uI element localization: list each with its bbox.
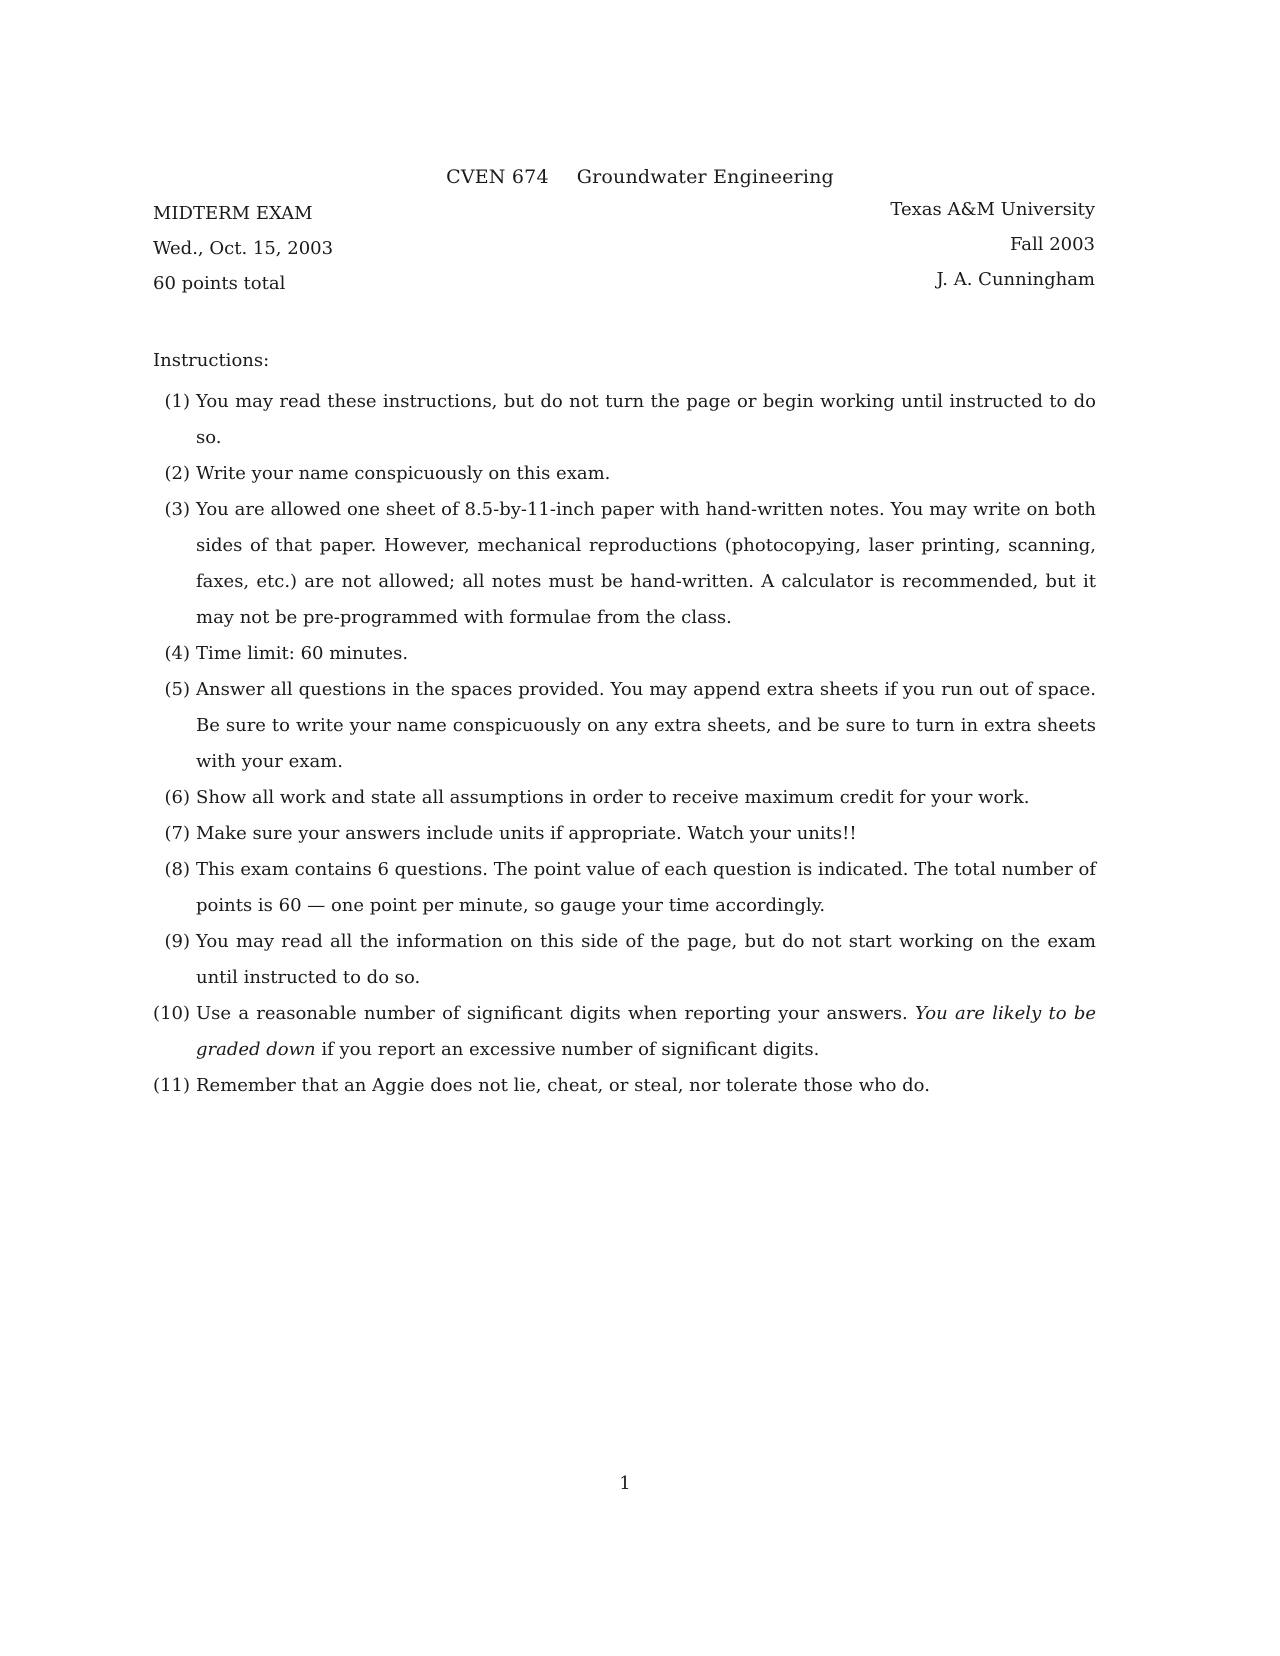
- instruction-number: (6): [164, 787, 190, 808]
- instructor: J. A. Cunningham: [936, 269, 1095, 290]
- instruction-item: [148, 672, 1096, 780]
- exam-points: 60 points total: [153, 273, 286, 294]
- course-name: Groundwater Engineering: [576, 166, 834, 188]
- instruction-number: (2): [164, 463, 190, 484]
- page-number: 1: [619, 1473, 631, 1494]
- instruction-text: Show all work and state all assumptions in order to receive maximum credit for your work.: [196, 787, 1030, 808]
- instruction-text: Write your name conspicuously on this exam.: [196, 463, 611, 484]
- instruction-item: [148, 996, 1096, 1068]
- instruction-number: (4): [164, 643, 190, 664]
- instruction-text: Answer all questions in the spaces provided. You may append extra sheets if you run out of space. Be sure to write your name conspicuously on any extra sheets, and be sure to turn in extra sheets with your exam.: [196, 679, 1096, 772]
- instruction-item: [148, 852, 1096, 924]
- course-code: CVEN 674: [446, 166, 549, 188]
- instruction-item: [148, 816, 1096, 852]
- instruction-number: (10): [153, 1003, 190, 1024]
- instruction-text: Make sure your answers include units if appropriate. Watch your units!!: [196, 823, 857, 844]
- exam-type: MIDTERM EXAM: [153, 203, 313, 224]
- instruction-emphasis: You are likely to be graded down: [196, 1003, 1096, 1060]
- instruction-text: Use a reasonable number of significant digits when reporting your answers.: [196, 1003, 908, 1024]
- instruction-item: [148, 456, 1096, 492]
- instruction-text: Remember that an Aggie does not lie, cheat, or steal, nor tolerate those who do.: [196, 1075, 930, 1096]
- instructions-list: [148, 384, 1096, 1104]
- instruction-text-after: if you report an excessive number of significant digits.: [321, 1039, 820, 1060]
- instruction-item: [148, 492, 1096, 636]
- instruction-text: Time limit: 60 minutes.: [196, 643, 409, 664]
- instruction-item: [148, 384, 1096, 456]
- instructions-heading: Instructions:: [153, 350, 270, 371]
- term: Fall 2003: [1009, 234, 1095, 255]
- instruction-item: [148, 780, 1096, 816]
- instruction-number: (9): [164, 931, 190, 952]
- instruction-text: You may read these instructions, but do not turn the page or begin working until instructed to do so.: [196, 391, 1096, 448]
- course-title: [0, 166, 1280, 188]
- instruction-number: (3): [164, 499, 190, 520]
- university: Texas A&M University: [890, 199, 1095, 220]
- instruction-text: You are allowed one sheet of 8.5-by-11-inch paper with hand-written notes. You may write on both sides of that paper. However, mechanical reproductions (photocopying, laser printing, scanning, faxes, etc.) are not allowed; all notes must be hand-written. A calculator is recommended, but it may not be pre-programmed with formulae from the class.: [196, 499, 1096, 628]
- instruction-number: (7): [164, 823, 190, 844]
- exam-date: Wed., Oct. 15, 2003: [153, 238, 334, 259]
- instruction-number: (8): [164, 859, 190, 880]
- instruction-item: [148, 1068, 1096, 1104]
- instruction-item: [148, 924, 1096, 996]
- instruction-number: (5): [164, 679, 190, 700]
- instruction-text: This exam contains 6 questions. The point value of each question is indicated. The total number of points is 60 — one point per minute, so gauge your time accordingly.: [196, 859, 1096, 916]
- instruction-item: [148, 636, 1096, 672]
- instruction-number: (1): [164, 391, 190, 412]
- instruction-text: You may read all the information on this side of the page, but do not start working on the exam until instructed to do so.: [196, 931, 1096, 988]
- instruction-number: (11): [153, 1075, 190, 1096]
